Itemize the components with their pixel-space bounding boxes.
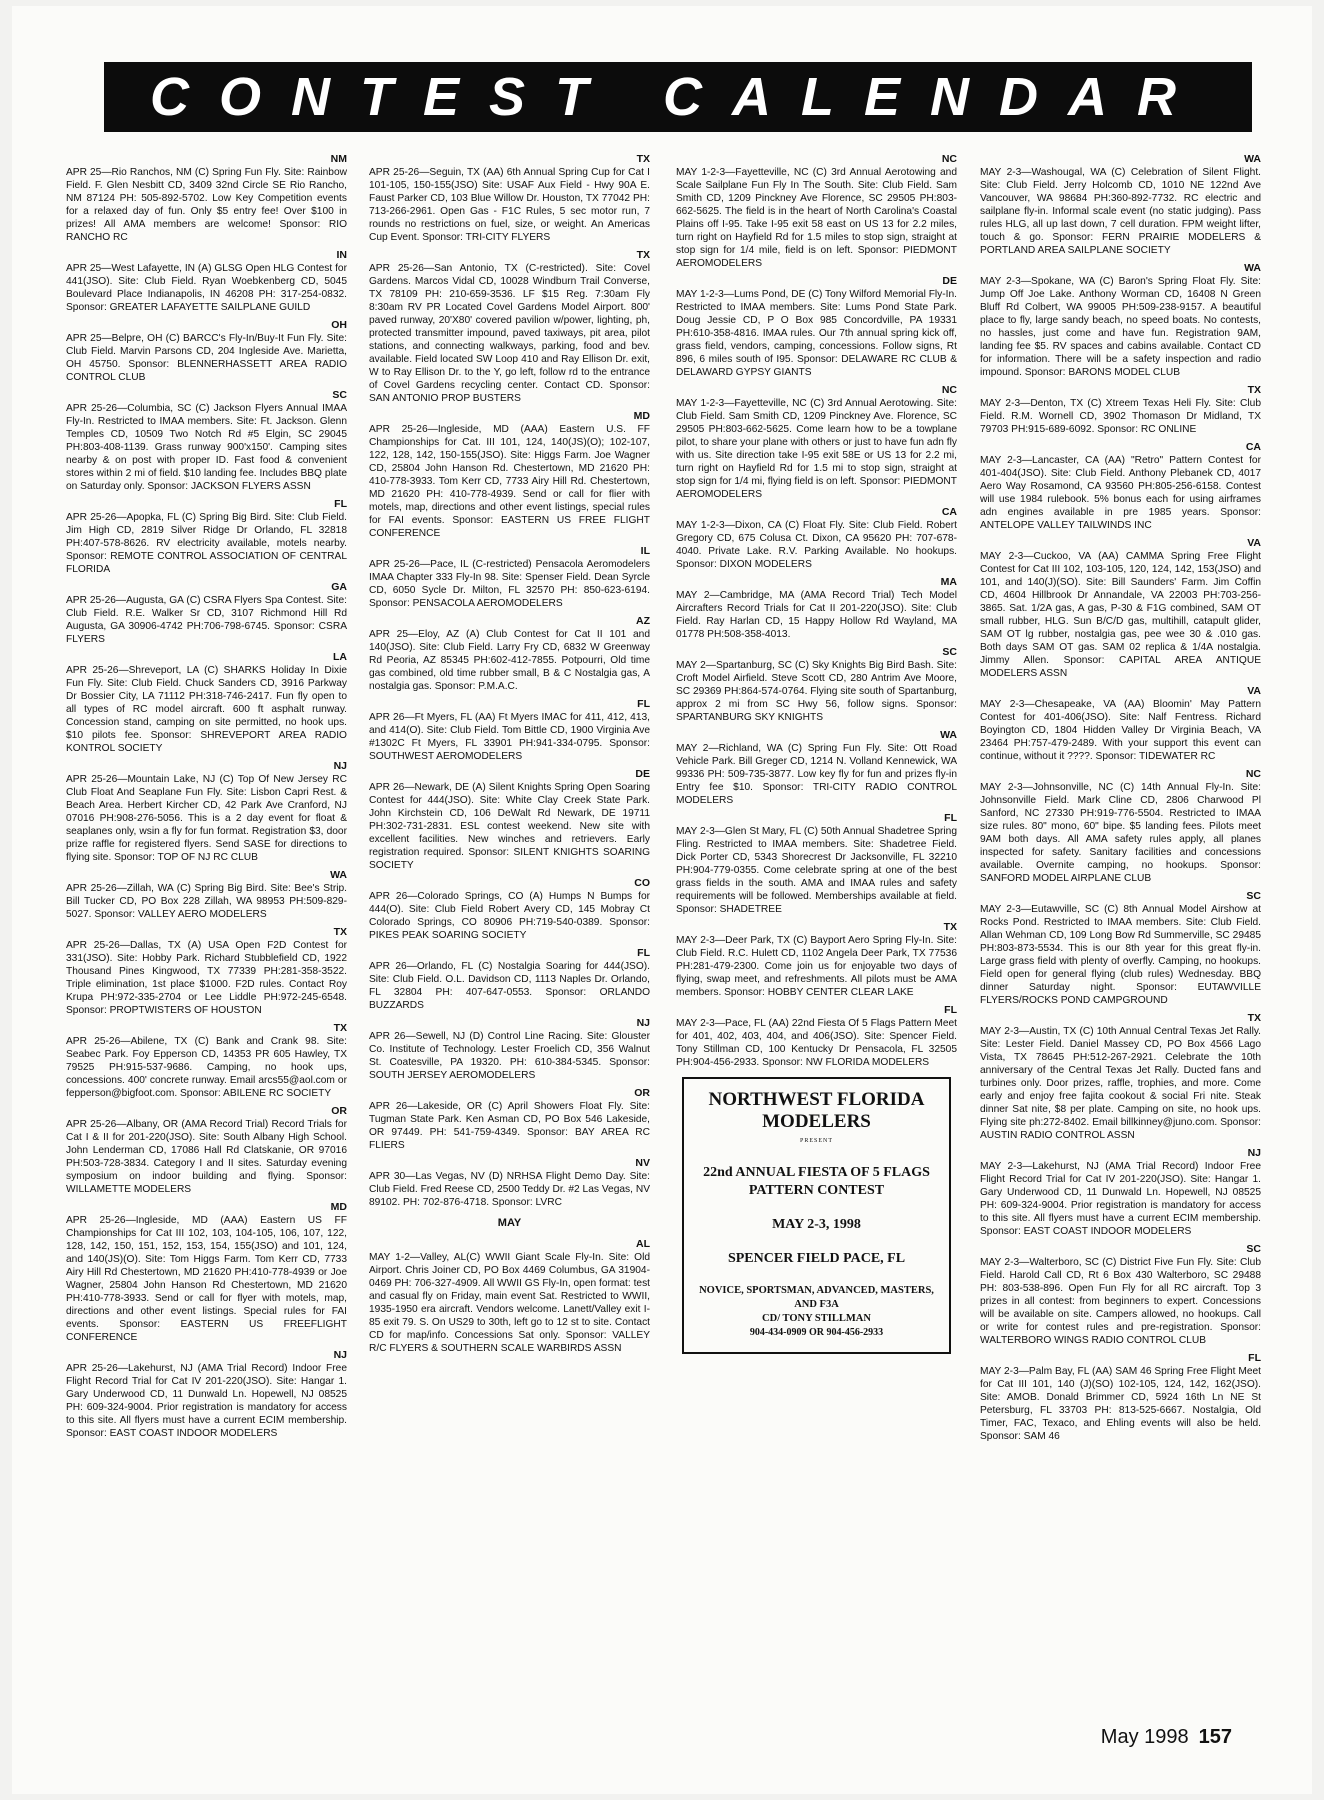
state-heading: NJ <box>333 760 347 772</box>
state-heading: NC <box>941 384 957 396</box>
calendar-entry: MAY 2-3—Pace, FL (AA) 22nd Fiesta Of 5 Flags Pattern Meet for 401, 402, 403, 404, and 406(JSO). Site: Spencer Field. Tony Stillman CD, 100 Kentucky Dr Pensacola, FL 32505 PH:904-456-2933. Sponsor: NW FLORIDA MODELERS <box>676 1018 957 1068</box>
state-heading: CA <box>1245 441 1261 453</box>
state-heading: MD <box>330 1201 347 1213</box>
calendar-entry: MAY 2-3—Johnsonville, NC (C) 14th Annual Fly-In. Site: Johnsonville Field. Mark Cline CD, 2806 Charwood Pl Sanford, NC 27330 PH:919-776-5504. Restricted to IMAA size rules. 80" mono, 60" bipe. $5 landing fees. Pilots meet 9AM both days. All AMA safety rules apply, all planes inspected for safety. Sanitary facilities and concessions available. Overnite camping, no hookups. Sponsor: SANFORD MODEL AIRPLANE CLUB <box>980 782 1261 884</box>
calendar-entry: APR 30—Las Vegas, NV (D) NRHSA Flight Demo Day. Site: Club Field. Fred Reese CD, 2500 Teddy Dr. #2 Las Vegas, NV 89102. PH: 702-876-4718. Sponsor: LVRC <box>369 1171 650 1208</box>
state-heading: TX <box>636 249 650 261</box>
page-number: 157 <box>1198 1726 1232 1748</box>
calendar-entry: MAY 2-3—Chesapeake, VA (AA) Bloomin' May Pattern Contest for 401-406(JSO). Site: Nalf Fentress. Richard Boyington CD, 1804 Hidden Valley Dr Virginia Beach, VA 23464 PH:757-479-2489. With your support this event can continue, without it ????. Sponsor: TIDEWATER RC <box>980 699 1261 762</box>
state-heading: TX <box>333 926 347 938</box>
calendar-entry: APR 25-26—Albany, OR (AMA Record Trial) Record Trials for Cat I & II for 201-220(JSO). Site: South Albany High School. John Lenderman CD, 17086 Hall Rd Clatskanie, OR 97016 PH:503-728-3834. Category I and II sites. Saturday evening symposium on indoor building and flying. Sponsor: WILLAMETTE MODELERS <box>66 1119 347 1195</box>
calendar-entry: APR 25-26—Seguin, TX (AA) 6th Annual Spring Cup for Cat I 101-105, 150-155(JSO) Site: USAF Aux Field - Hwy 90A E. Faust Parker CD, 103 Blue Willow Dr. Houston, TX 77042 PH: 713-266-2961. Open Gas - F1C Rules, 5 sec motor run, 7 rounds no restrictions on fuel, size, or weight. An Americas Cup Event. Sponsor: TRI-CITY FLYERS <box>369 167 650 243</box>
state-heading: WA <box>940 729 957 741</box>
state-heading: NJ <box>1247 1147 1261 1159</box>
calendar-entry: MAY 1-2-3—Fayetteville, NC (C) 3rd Annual Aerotowing. Site: Club Field. Sam Smith CD, 1209 Pinckney Ave. Florence, SC 29505 PH:803-662-5625. Come learn how to be a towplane pilot, to share your plane with others or just to have fun adn fly with us. Site direction take I-95 exit 58E or US 13 for 2.2 mi, turn right on Hayfield Rd for 1.5 mi to stop sign, straight at stop sign for 1/4 mi, flying field is on left. Sponsor: PIEDMONT AEROMODELERS <box>676 398 957 500</box>
calendar-entry: MAY 1-2—Valley, AL(C) WWII Giant Scale Fly-In. Site: Old Airport. Chris Joiner CD, PO Box 4469 Columbus, GA 31904-0469 PH: 706-327-4909. All WWII GS Fly-In, open format: test and casual fly on Friday, main event Sat. Restricted to WWII, 1935-1950 era aircraft. Vendors welcome. Lanett/Valley exit I-85 exit 79. S. On US29 to 30th, left go to 12 st to site. Contact CD for map/info. Concessions Sat only. Sponsor: VALLEY R/C FLYERS & SOUTHERN SCALE WARBIRDS ASSN <box>369 1252 650 1354</box>
section-title: CONTEST CALENDAR <box>150 67 1206 127</box>
calendar-entry: MAY 2—Richland, WA (C) Spring Fun Fly. Site: Ott Road Vehicle Park. Bill Greger CD, 1214 N. Volland Kennewick, WA 99336 PH: 509-735-3877. Low key fly for fun and prizes fly-in Entry fee $10. Sponsor: TRI-CITY RADIO CONTROL MODELERS <box>676 743 957 806</box>
state-heading: TX <box>1247 1012 1261 1024</box>
calendar-entry: APR 25—Belpre, OH (C) BARCC's Fly-In/Buy-It Fun Fly. Site: Club Field. Marvin Parsons CD, 204 Ingleside Ave. Marietta, OH 45750. Sponsor: BLENNERHASSETT AREA RADIO CONTROL CLUB <box>66 333 347 383</box>
state-heading: NC <box>941 153 957 165</box>
calendar-entry: APR 25-26—Pace, IL (C-restricted) Pensacola Aeromodelers IMAA Chapter 333 Fly-In 98. Site: Spenser Field. Dean Syrcle CD, 6050 Sycle Dr. Milton, FL 32570 PH: 850-623-6194. Sponsor: PENSACOLA AEROMODELERS <box>369 559 650 609</box>
calendar-entry: MAY 1-2-3—Lums Pond, DE (C) Tony Wilford Memorial Fly-In. Restricted to IMAA members. Site: Lums Pond State Park. Doug Jessie CD, P O Box 985 Concordville, PA 19331 PH:610-358-4816. IMAA rules. Our 7th annual spring kick off, grass field, vendors, camping, concessions. Follow signs, Rt 896, 6 miles south of I95. Sponsor: DELAWARE RC CLUB & DELAWARD GYPSY GIANTS <box>676 289 957 378</box>
ad-event: 22nd ANNUAL FIESTA OF 5 FLAGS PATTERN CONTEST <box>703 1165 930 1198</box>
state-heading: NJ <box>333 1349 347 1361</box>
calendar-entry: APR 25-26—Mountain Lake, NJ (C) Top Of New Jersey RC Club Float And Seaplane Fun Fly. Site: Lisbon Capri Rest. & Beach Area. Herbert Kircher CD, 42 Park Ave Cranford, NJ 07016 PH:908-276-5056. This is a 2 day event for float & seaplanes only, wsin a fly for fun format. Registration $3, door prize raffle for registered flyers. Send SASE for directions to flying site. Sponsor: TOP OF NJ RC CLUB <box>66 774 347 863</box>
column-3-entries <box>676 153 957 1069</box>
calendar-entry: APR 25-26—Apopka, FL (C) Spring Big Bird. Site: Club Field. Jim High CD, 2819 Silver Ridge Dr Orlando, FL 32818 PH:407-578-8626. RV electricity available, motels nearby. Sponsor: REMOTE CONTROL ASSOCIATION OF CENTRAL FLORIDA <box>66 512 347 575</box>
calendar-entry: APR 25-26—Augusta, GA (C) CSRA Flyers Spa Contest. Site: Club Field. R.E. Walker Sr CD, 3107 Richmond Hill Rd Augusta, GA 30906-4742 PH:706-798-6745. Sponsor: CSRA FLYERS <box>66 595 347 645</box>
calendar-entry: MAY 1-2-3—Fayetteville, NC (C) 3rd Annual Aerotowing and Scale Sailplane Fun Fly In The South. Site: Club Field. Sam Smith CD, 1209 Pinckney Ave Florence, SC 29505 PH:803-662-5625. The field is in the heart of North Carolina's Coastal Plains off I-95. Take I-95 exit 58 east on US 13 for 2.2 miles, turn right on Hayfield Rd for 1.5 miles to stop sign, straight at stop sign for 1/4 mile, field is on left. Sponsor: PIEDMONT AEROMODELERS <box>676 167 957 269</box>
state-heading: MA <box>940 576 957 588</box>
state-heading: SC <box>1246 1243 1261 1255</box>
state-heading: NC <box>1245 768 1261 780</box>
calendar-entry: MAY 2-3—Deer Park, TX (C) Bayport Aero Spring Fly-In. Site: Club Field. R.C. Hulett CD, 1102 Angela Deer Park, TX 77536 PH:281-479-2300. Come join us for enjoyable two days of flying, swap meet, and refreshments. All pilots must be AMA members. Sponsor: HOBBY CENTER CLEAR LAKE <box>676 935 957 998</box>
state-heading: WA <box>1244 262 1261 274</box>
state-heading: WA <box>330 869 347 881</box>
calendar-entry: APR 25-26—Zillah, WA (C) Spring Big Bird. Site: Bee's Strip. Bill Tucker CD, PO Box 228 Zillah, WA 98953 PH:509-829-5027. Sponsor: VALLEY AERO MODELERS <box>66 883 347 920</box>
state-heading: NJ <box>636 1017 650 1029</box>
calendar-entry: APR 25-26—Abilene, TX (C) Bank and Crank 98. Site: Seabec Park. Foy Epperson CD, 14353 PR 605 Hawley, TX 79525 PH:915-537-9686. Camping, no hook ups, concessions. 400' concrete runway. Email arcs55@aol.com or fepperson@bigfoot.com. Sponsor: ABILENE RC SOCIETY <box>66 1036 347 1099</box>
calendar-entry: APR 25-26—Shreveport, LA (C) SHARKS Holiday In Dixie Fun Fly. Site: Club Field. Chuck Sanders CD, 3916 Parkway Dr Bossier City, LA 71112 PH:318-746-2417. Fun fly open to all types of RC model aircraft. 600 ft asphalt runway. Concession stand, camping on site permitted, no hook ups. $10 pilots fee. Sponsor: SHREVEPORT AREA RADIO KONTROL SOCIETY <box>66 665 347 754</box>
state-heading: TX <box>636 153 650 165</box>
state-heading: SC <box>1246 890 1261 902</box>
calendar-entry: APR 25-26—Columbia, SC (C) Jackson Flyers Annual IMAA Fly-In. Restricted to IMAA members. Site: Ft. Jackson. Glenn Temples CD, 10509 Two Notch Rd #5 Elgin, SC 29045 PH:803-408-1139. Grass runway 900'x150'. Camping sites nearby & on post with proper ID. Fast food & convenient stores within 2 mi of field. $10 landing fee. Includes BBQ plate on Saturday only. Sponsor: JACKSON FLYERS ASSN <box>66 403 347 492</box>
ad-location: SPENCER FIELD PACE, FL <box>727 1251 906 1266</box>
state-heading: CO <box>634 877 650 889</box>
calendar-column-1 <box>66 148 347 1713</box>
ad-classes: NOVICE, SPORTSMAN, ADVANCED, MASTERS, AND F3A <box>699 1285 934 1310</box>
calendar-entry: MAY 2-3—Palm Bay, FL (AA) SAM 46 Spring Free Flight Meet for Cat III 101, 140 (J)(SO) 102-105, 124, 142, 162(JSO). Site: AMOB. Donald Brimmer CD, 5924 16th Ln NE St Petersburg, FL 33703 PH: 813-525-6667. Nostalgia, Old Timer, FAC, Texaco, and Ehling events will also be held. Sponsor: SAM 46 <box>980 1366 1261 1442</box>
page-footer <box>1101 1726 1232 1749</box>
state-heading: CA <box>941 506 957 518</box>
calendar-column-3 <box>676 148 957 1713</box>
calendar-entry: MAY 2-3—Glen St Mary, FL (C) 50th Annual Shadetree Spring Fling. Restricted to IMAA members. Site: Shadetree Field. Dick Porter CD, 5343 Shorecrest Dr Jacksonville, FL 32210 PH:904-779-0355. Come celebrate spring at one of the best grass fields in the south. AMA and IMAA rules and safety requirements will be followed. Memberships available at field. Sponsor: SHADETREE <box>676 826 957 915</box>
calendar-entry: MAY 2—Cambridge, MA (AMA Record Trial) Tech Model Aircrafters Record Trials for Cat II 201-220(JSO). Site: Club Field. Ray Harlan CD, 15 Happy Hollow Rd Wayland, MA 01778 PH:508-358-4013. <box>676 590 957 640</box>
calendar-entry: MAY 2-3—Denton, TX (C) Xtreem Texas Heli Fly. Site: Club Field. R.M. Wornell CD, 3902 Thomason Dr Midland, TX 79703 PH:915-689-6092. Sponsor: RC ONLINE <box>980 398 1261 435</box>
magazine-page <box>12 6 1312 1794</box>
ad-phone: 904-434-0909 OR 904-456-2933 <box>749 1327 884 1338</box>
calendar-entry: APR 25-26—San Antonio, TX (C-restricted). Site: Covel Gardens. Marcos Vidal CD, 10028 Windburn Trail Converse, TX 78109 PH: 210-659-3536. LF $15 Reg. 7:30am Fly 8:30am RV PR Located Covel Gardens Model Airport. 800' paved runway, 20'X80' covered pavilion w/power, lighting, ph, protected transmitter impound, paved taxiways, pit area, pilot stations, and connecting walkways, parking, food and bev. available. Field located SW Loop 410 and Ray Ellison Dr. exit, W to Ray Ellison Dr. to the Y, go left, follow rd to the entrance of Covel Gardens recycling center. Contact CD. Sponsor: SAN ANTONIO PROP BUSTERS <box>369 263 650 404</box>
state-heading: IN <box>336 249 347 261</box>
state-heading: VA <box>1247 537 1261 549</box>
state-heading: FL <box>637 698 650 710</box>
state-heading: VA <box>1247 685 1261 697</box>
calendar-entry: MAY 2—Spartanburg, SC (C) Sky Knights Big Bird Bash. Site: Croft Model Airfield. Steve Scott CD, 280 Antrim Ave Moore, SC 29369 PH:864-574-0764. Flying site south of Spartanburg, approx 2 mi from SC Hwy 56, follow signs. Sponsor: SPARTANBURG SKY KNIGHTS <box>676 660 957 723</box>
calendar-entry: APR 25-26—Ingleside, MD (AAA) Eastern US FF Championships for Cat III 102, 103, 104-105, 106, 107, 122, 128, 142, 150, 151, 152, 153, 154, 155(JSO) and 101, 124, and 140(JS)(O). Site: Tom Higgs Farm. Tom Kerr CD, 7733 Airy Hill Rd Chestertown, MD 21620 PH:410-778-4939 or Joe Wagner, 25804 John Hanson Rd Chestertown, MD 21620 PH:410-778-3933. Send or call for flyer with motels, map, directions and other event listings. Special rules for FAI events. Sponsor: EASTERN US FREEFLIGHT CONFERENCE <box>66 1215 347 1343</box>
state-heading: OR <box>331 1105 347 1117</box>
state-heading: SC <box>332 389 347 401</box>
calendar-entry: APR 25—West Lafayette, IN (A) GLSG Open HLG Contest for 441(JSO). Site: Club Field. Ryan Woebkenberg CD, 5045 Boulevard Place Indianapolis, IN 46208 PH: 317-254-0832. Sponsor: GREATER LAFAYETTE SAILPLANE GUILD <box>66 263 347 313</box>
state-heading: NV <box>635 1157 650 1169</box>
state-heading: AZ <box>636 615 650 627</box>
state-heading: SC <box>942 646 957 658</box>
calendar-entry: APR 25-26—Ingleside, MD (AAA) Eastern U.S. FF Championships for Cat. III 101, 124, 140(JS)(O); 102-107, 122, 128, 142, 150-155(JSO). Site: Higgs Farm. Joe Wagner CD, 25804 John Hanson Rd. Chestertown, MD 21620 PH: 410-778-3933. Tom Kerr CD, 7733 Airy Hill Rd. Chestertown, MD 21620 PH: 410-778-4939. Send or call for flier with motels, map, directions and other event listings, special rules for FAI events. Sponsor: EASTERN US FREE FLIGHT CONFERENCE <box>369 424 650 539</box>
calendar-entry: MAY 2-3—Washougal, WA (C) Celebration of Silent Flight. Site: Club Field. Jerry Holcomb CD, 1010 NE 122nd Ave Vancouver, WA 98684 PH:360-892-7732. RC electric and sailplane fly-in. Informal scale event (no static judging). Pass rules HLG, all up last down, 7 cell duration. FPM weight lifter, touch & go. Sponsor: FERN PRAIRIE MODELERS & PORTLAND AREA SAILPLANE SOCIETY <box>980 167 1261 256</box>
state-heading: FL <box>637 947 650 959</box>
calendar-entry: APR 26—Colorado Springs, CO (A) Humps N Bumps for 444(O). Site: Club Field Robert Avery CD, 145 Mobray Ct Colorado Springs, CO 80906 PH:719-540-0389. Sponsor: PIKES PEAK SOARING SOCIETY <box>369 891 650 941</box>
calendar-entry: MAY 2-3—Lancaster, CA (AA) "Retro" Pattern Contest for 401-404(JSO). Site: Club Field. Anthony Plebanek CD, 4017 Aero Way Rosamond, CA 93560 PH:805-256-6158. Contest will use 1984 rulebook. 5% bonus each for using airframes adn engines available in pre 1985 years. Sponsor: ANTELOPE VALLEY TAILWINDS INC <box>980 455 1261 531</box>
state-heading: AL <box>636 1238 650 1250</box>
calendar-column-4 <box>980 148 1261 1713</box>
calendar-entry: MAY 1-2-3—Dixon, CA (C) Float Fly. Site: Club Field. Robert Gregory CD, 675 Colusa Ct. Dixon, CA 95620 PH: 707-678-4040. Private Lake. R.V. Parking Available. No hookups. Sponsor: DIXON MODELERS <box>676 520 957 570</box>
state-heading: WA <box>1244 153 1261 165</box>
ad-contact: CD/ TONY STILLMAN <box>762 1313 871 1324</box>
calendar-entry: APR 26—Ft Myers, FL (AA) Ft Myers IMAC for 411, 412, 413, and 414(O). Site: Club Field. Tom Bittle CD, 1900 Virginia Ave #1302C Ft Myers, FL 33901 PH:941-334-0795. Sponsor: SOUTHWEST AEROMODELERS <box>369 712 650 762</box>
state-heading: MD <box>633 410 650 422</box>
state-heading: LA <box>333 651 347 663</box>
calendar-entry: APR 25—Rio Ranchos, NM (C) Spring Fun Fly. Site: Rainbow Field. F. Glen Nesbitt CD, 3409 32nd Circle SE Rio Rancho, NM 87124 PH: 505-892-5702. Low Key Competition events for a relaxed day of fun. Only $5 entry fee! Over $100 in prizes! All AMA members are welcome! Sponsor: RIO RANCHO RC <box>66 167 347 243</box>
state-heading: DE <box>942 275 957 287</box>
advertisement-box <box>682 1077 951 1354</box>
state-heading: OH <box>331 319 347 331</box>
calendar-entry: APR 25-26—Lakehurst, NJ (AMA Trial Record) Indoor Free Flight Record Trial for Cat IV 201-220(JSO). Site: Hangar 1. Gary Underwood CD, 11 Dunwald Ln. Hopewell, NJ 08525 PH: 609-324-9004. Prior registration is mandatory for access to this site. All flyers must have a current ECIM membership. Sponsor: EAST COAST INDOOR MODELERS <box>66 1363 347 1439</box>
calendar-entry: MAY 2-3—Lakehurst, NJ (AMA Trial Record) Indoor Free Flight Record Trial for Cat IV 201-220(JSO). Site: Hangar 1. Gary Underwood CD, 11 Dunwald Ln. Hopewell, NJ 08525 PH: 609-324-9004. Prior registration is mandatory for access to this site. All flyers must have a current ECIM membership. Sponsor: EAST COAST INDOOR MODELERS <box>980 1161 1261 1237</box>
calendar-entry: APR 26—Newark, DE (A) Silent Knights Spring Open Soaring Contest for 444(JSO). Site: White Clay Creek State Park. John Kirchstein CD, 106 DeWalt Rd Newark, DE 19711 PH:302-731-2831. ESL contest weekend. New site with excellent facilities. New winches and retrievers. Early registration required. Sponsor: SILENT KNIGHTS SOARING SOCIETY <box>369 782 650 871</box>
ad-present: PRESENT <box>799 1138 833 1144</box>
state-heading: IL <box>640 545 650 557</box>
calendar-entry: APR 26—Sewell, NJ (D) Control Line Racing. Site: Glouster Co. Institute of Technology. Lester Froelich CD, 356 Walnut St. Coatesville, PA 19320. PH: 610-384-5345. Sponsor: SOUTH JERSEY AEROMODELERS <box>369 1031 650 1081</box>
issue-date: May 1998 <box>1100 1726 1189 1748</box>
section-banner <box>104 62 1252 132</box>
state-heading: OR <box>634 1087 650 1099</box>
calendar-entry: APR 25—Eloy, AZ (A) Club Contest for Cat II 101 and 140(JSO). Site: Club Field. Larry Fry CD, 6832 W Greenway Rd Peoria, AZ 85345 PH:602-412-7855. Potpourri, Old time gas combined, old time rubber small, B & C Nostalgia gas, A nostalgia gas. Sponsor: P.M.A.C. <box>369 629 650 692</box>
state-heading: FL <box>334 498 347 510</box>
state-heading: GA <box>331 581 347 593</box>
calendar-entry: MAY 2-3—Spokane, WA (C) Baron's Spring Float Fly. Site: Jump Off Joe Lake. Anthony Worman CD, 16408 N Green Bluff Rd Colbert, WA 99005 PH:509-238-9157. A beautiful place to fly, large sandy beach, no speed boats. No contests, no hassles, just come and have fun. Registration 9AM, landing fee $5. RV spaces and cabins available. Contact CD for information. There will be a safety inspection and radio impound. Sponsor: BARONS MODEL CLUB <box>980 276 1261 378</box>
calendar-entry: APR 26—Lakeside, OR (C) April Showers Float Fly. Site: Tugman State Park. Ken Asman CD, PO Box 546 Lakeside, OR 97449. PH: 541-759-4349. Sponsor: BAY AREA RC FLIERS <box>369 1101 650 1151</box>
calendar-column-2 <box>369 148 650 1713</box>
state-heading: TX <box>1247 384 1261 396</box>
calendar-entry: MAY 2-3—Walterboro, SC (C) District Five Fun Fly. Site: Club Field. Harold Call CD, Rt 6 Box 430 Walterboro, SC 29488 PH: 803-538-896. Open Fun Fly for all RC aircraft. Top 3 prizes in all contest: from beginners to expert. Concessions will be available on site. Campers allowed, no hookups. Call or write for contest rules and pre-registration. Sponsor: WALTERBORO WINGS RADIO CONTROL CLUB <box>980 1257 1261 1346</box>
state-heading: FL <box>944 812 957 824</box>
state-heading: TX <box>333 1022 347 1034</box>
ad-title: NORTHWEST FLORIDA MODELERS <box>708 1089 925 1132</box>
state-heading: TX <box>943 921 957 933</box>
calendar-entry: APR 26—Orlando, FL (C) Nostalgia Soaring for 444(JSO). Site: Club Field. O.L. Davidson CD, 1113 Naples Dr. Orlando, FL 32804 PH: 407-647-0553. Sponsor: ORLANDO BUZZARDS <box>369 961 650 1011</box>
state-heading: FL <box>944 1004 957 1016</box>
state-heading: DE <box>635 768 650 780</box>
calendar-entry: MAY 2-3—Cuckoo, VA (AA) CAMMA Spring Free Flight Contest for Cat III 102, 103-105, 120, 124, 142, 153(JSO) and 101, and 140(J)(SO). Site: Bill Saunders' Farm. Jim Coffin CD, 4604 Hillbrook Dr Annandale, VA 22003 PH:703-256-3865. Sat. 1/2A gas, A gas, P-30 & F1G combined, SAM OT small rubber, HLG. Sun B/C/D gas, multihill, catapult glider, SAM OT lg rubber, nostalgia gas, pee wee 30 & .010 gas. Both days SAM OT gas. SAM 02 replica & 1/4A nostalgia. Jimmy Allen. Sponsor: CAPITAL AREA ANTIQUE MODELERS ASSN <box>980 551 1261 679</box>
calendar-entry: MAY 2-3—Eutawville, SC (C) 8th Annual Model Airshow at Rocks Pond. Restricted to IMAA members. Site: Club Field. Allan Wehman CD, 109 Long Bow Rd Summerville, SC 29485 PH:803-873-5534. This is our 8th year for this great fly-in. Large grass field with plenty of overfly. Camping, no hookups. Field open for general flying (club rules) Wednesday. BBQ dinner Saturday night. Sponsor: EUTAWVILLE FLYERS/ROCKS POND CAMPGROUND <box>980 904 1261 1006</box>
calendar-entry: MAY 2-3—Austin, TX (C) 10th Annual Central Texas Jet Rally. Site: Lester Field. Daniel Massey CD, PO Box 4566 Lago Vista, TX 78645 PH:512-267-2921. Celebrate the 10th anniversary of the Central Texas Jet Rally. Ducted fans and turbines only. Door prizes, raffle, trophies, and more. Come early and enjoy free fajita cookout & social Fri nite. Steak dinner Sat nite, $8 per plate. Camping on site, no hook ups. Flying site ph:272-8402. Email billkinney@juno.com. Sponsor: AUSTIN RADIO CONTROL ASSN <box>980 1026 1261 1141</box>
state-heading: NM <box>330 153 347 165</box>
ad-date: MAY 2-3, 1998 <box>772 1217 861 1232</box>
calendar-entry: APR 25-26—Dallas, TX (A) USA Open F2D Contest for 331(JSO). Site: Hobby Park. Richard Stubblefield CD, 1922 Thousand Pines Kingwood, TX 77339 PH:281-358-3522. Triple elimination, 1st place $1000. F2D rules. Contact Roy Krupa PH:972-335-2704 or Lee Liddle PH:972-245-6548. Sponsor: PROPTWISTERS OF HOUSTON <box>66 940 347 1016</box>
calendar-columns <box>66 148 1261 1713</box>
month-heading: MAY <box>497 1217 522 1229</box>
state-heading: FL <box>1248 1352 1261 1364</box>
